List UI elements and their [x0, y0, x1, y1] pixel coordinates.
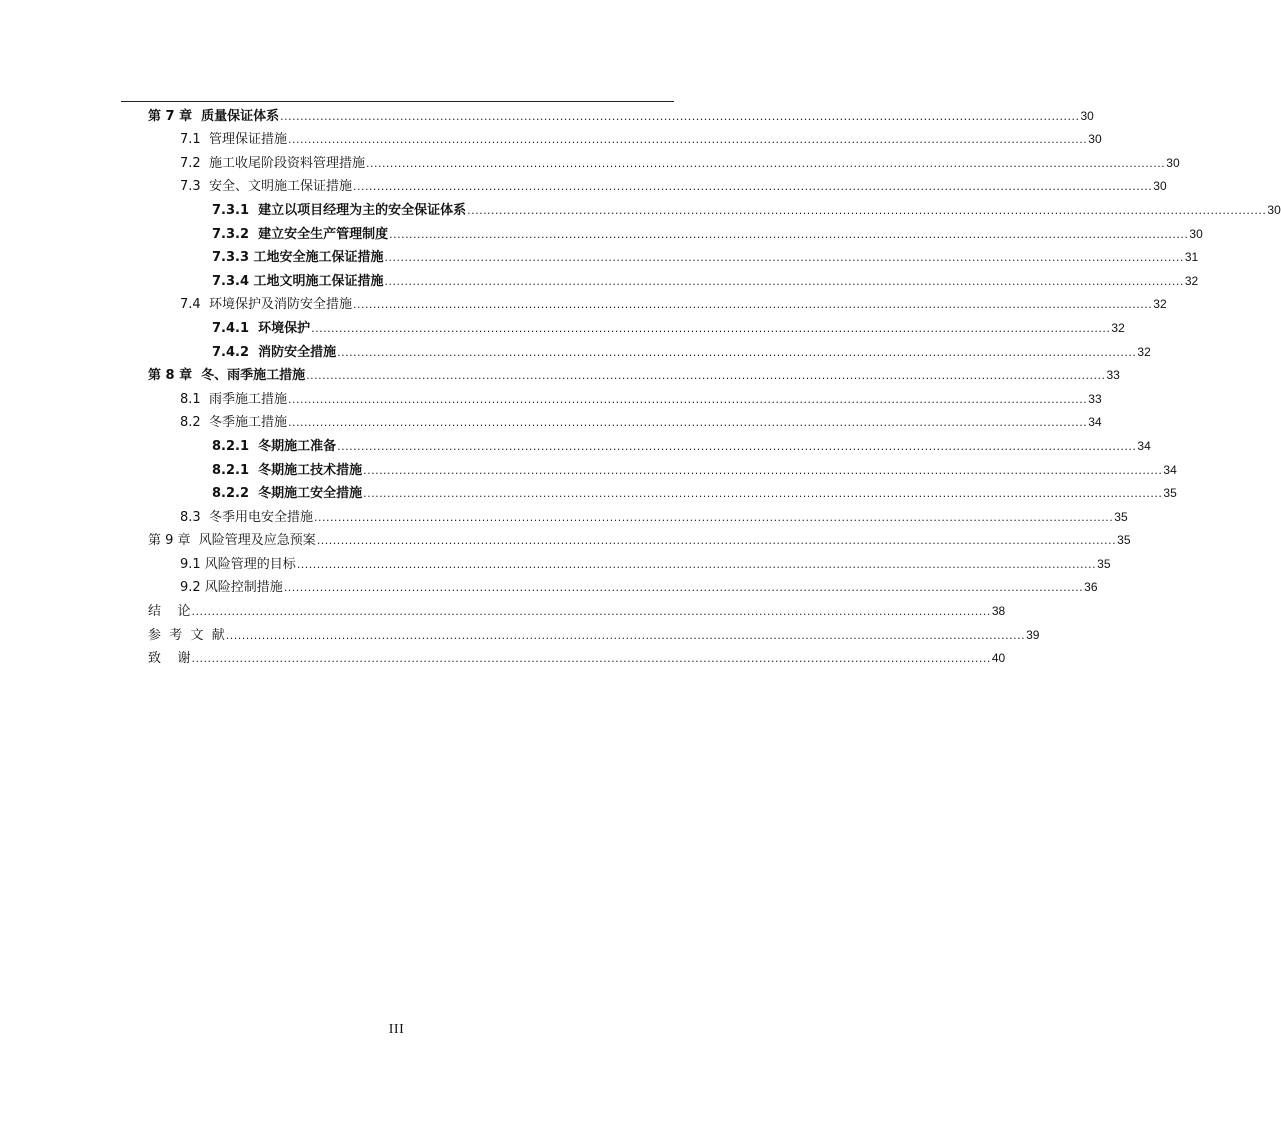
toc-dot-leader: ........................................................................................................................................................................................................ — [225, 628, 1026, 642]
toc-entry-title: 7.3.2 建立安全生产管理制度 — [212, 226, 389, 242]
toc-entry[interactable] — [148, 644, 1006, 668]
toc-entry-page: 30 — [1080, 108, 1094, 123]
toc-entry[interactable] — [148, 337, 1151, 361]
toc-entry-page: 31 — [1184, 250, 1199, 265]
toc-entry[interactable] — [148, 455, 1177, 479]
page-number: III — [388, 1022, 405, 1037]
toc-entry-title: 第 9 章 风险管理及应急预案 — [148, 533, 316, 549]
toc-entry-title: 7.1 管理保证措施 — [180, 132, 287, 148]
toc-dot-leader: ........................................................................................................................................................................................................ — [384, 274, 1184, 288]
toc-entry-page: 35 — [1163, 486, 1177, 501]
toc-entry[interactable] — [148, 313, 1125, 337]
toc-dot-leader: ........................................................................................................................................................................................................ — [296, 557, 1097, 571]
toc-dot-leader: ........................................................................................................................................................................................................ — [191, 652, 991, 666]
table-of-contents — [148, 101, 1281, 667]
toc-dot-leader: ........................................................................................................................................................................................................ — [287, 416, 1088, 430]
toc-entry-title: 8.2 冬季施工措施 — [180, 415, 287, 431]
toc-entry-page: 30 — [1189, 226, 1203, 241]
toc-entry-page: 34 — [1137, 438, 1151, 453]
toc-entry[interactable] — [148, 479, 1177, 503]
toc-dot-leader: ........................................................................................................................................................................................................ — [287, 133, 1088, 147]
toc-entry-title: 9.1 风险管理的目标 — [180, 556, 296, 572]
toc-entry-page: 32 — [1137, 344, 1151, 359]
toc-entry[interactable] — [148, 620, 1040, 644]
toc-dot-leader: ........................................................................................................................................................................................................ — [311, 321, 1111, 335]
toc-entry[interactable] — [148, 596, 1006, 620]
toc-dot-leader: ........................................................................................................................................................................................................ — [352, 180, 1153, 194]
toc-dot-leader: ........................................................................................................................................................................................................ — [467, 203, 1267, 217]
toc-dot-leader: ........................................................................................................................................................................................................ — [283, 581, 1084, 595]
toc-entry-page: 36 — [1084, 580, 1098, 595]
toc-entry-page: 33 — [1106, 368, 1120, 383]
toc-entry-page: 30 — [1267, 202, 1281, 217]
toc-dot-leader: ........................................................................................................................................................................................................ — [337, 439, 1137, 453]
toc-entry[interactable] — [148, 573, 1098, 597]
toc-dot-leader: ........................................................................................................................................................................................................ — [352, 298, 1153, 312]
toc-entry-page: 34 — [1163, 462, 1177, 477]
toc-entry[interactable] — [148, 549, 1111, 573]
toc-entry-title: 8.2.2 冬期施工安全措施 — [212, 486, 363, 502]
toc-entry-title: 致 谢 — [148, 651, 191, 667]
toc-entry-title: 第 7 章 质量保证体系 — [148, 108, 280, 124]
toc-entry-page: 35 — [1114, 509, 1128, 524]
toc-entry[interactable] — [148, 502, 1128, 526]
toc-entry-title: 第 8 章 冬、雨季施工措施 — [148, 368, 306, 384]
toc-entry-page: 38 — [991, 604, 1006, 619]
toc-entry-title: 7.4 环境保护及消防安全措施 — [180, 297, 352, 313]
toc-entry-page: 35 — [1117, 533, 1131, 548]
toc-dot-leader: ........................................................................................................................................................................................................ — [306, 369, 1106, 383]
toc-dot-leader: ........................................................................................................................................................................................................ — [280, 109, 1080, 123]
toc-dot-leader: ........................................................................................................................................................................................................ — [365, 156, 1166, 170]
toc-dot-leader: ........................................................................................................................................................................................................ — [363, 487, 1163, 501]
toc-entry[interactable] — [148, 148, 1180, 172]
toc-entry-title: 结 论 — [148, 604, 191, 620]
toc-entry-page: 34 — [1088, 415, 1102, 430]
toc-dot-leader: ........................................................................................................................................................................................................ — [389, 227, 1189, 241]
toc-entry-title: 7.4.1 环境保护 — [212, 320, 311, 336]
toc-entry-page: 32 — [1111, 320, 1125, 335]
toc-entry[interactable] — [148, 526, 1131, 550]
toc-entry-page: 32 — [1184, 273, 1199, 288]
toc-entry-page: 40 — [991, 651, 1006, 666]
toc-entry-title: 8.2.1 冬期施工技术措施 — [212, 462, 363, 478]
toc-dot-leader: ........................................................................................................................................................................................................ — [191, 605, 991, 619]
toc-dot-leader: ........................................................................................................................................................................................................ — [287, 392, 1088, 406]
toc-entry[interactable] — [148, 408, 1102, 432]
toc-entry[interactable] — [148, 195, 1281, 219]
toc-entry-page: 30 — [1166, 155, 1180, 170]
toc-entry-title: 7.2 施工收尾阶段资料管理措施 — [180, 155, 365, 171]
toc-entry[interactable] — [148, 361, 1120, 385]
toc-entry[interactable] — [148, 172, 1167, 196]
toc-dot-leader: ........................................................................................................................................................................................................ — [384, 251, 1184, 265]
toc-entry[interactable] — [148, 384, 1102, 408]
toc-entry-title: 7.3.4 工地文明施工保证措施 — [212, 273, 384, 289]
toc-entry-title: 7.4.2 消防安全措施 — [212, 344, 337, 360]
toc-entry[interactable] — [148, 243, 1199, 267]
toc-entry-page: 33 — [1088, 391, 1102, 406]
toc-entry-page: 30 — [1153, 179, 1167, 194]
toc-entry[interactable] — [148, 219, 1203, 243]
toc-dot-leader: ........................................................................................................................................................................................................ — [363, 463, 1163, 477]
toc-entry-page: 30 — [1088, 132, 1102, 147]
toc-entry-title: 8.3 冬季用电安全措施 — [180, 509, 313, 525]
toc-entry-title: 7.3.3 工地安全施工保证措施 — [212, 250, 384, 266]
toc-dot-leader: ........................................................................................................................................................................................................ — [316, 534, 1117, 548]
toc-entry-title: 8.1 雨季施工措施 — [180, 391, 287, 407]
toc-entry-page: 32 — [1153, 297, 1167, 312]
toc-entry-page: 35 — [1097, 556, 1111, 571]
toc-entry-title: 参 考 文 献 — [148, 627, 225, 643]
toc-entry-page: 39 — [1026, 627, 1040, 642]
toc-entry-title: 7.3.1 建立以项目经理为主的安全保证体系 — [212, 202, 467, 218]
toc-entry[interactable] — [148, 431, 1151, 455]
toc-dot-leader: ........................................................................................................................................................................................................ — [313, 510, 1114, 524]
toc-entry-title: 9.2 风险控制措施 — [180, 580, 283, 596]
toc-entry-title: 7.3 安全、文明施工保证措施 — [180, 179, 352, 195]
toc-entry[interactable] — [148, 266, 1199, 290]
toc-entry[interactable] — [148, 125, 1102, 149]
toc-dot-leader: ........................................................................................................................................................................................................ — [337, 345, 1137, 359]
toc-entry[interactable] — [148, 101, 1094, 125]
toc-entry-title: 8.2.1 冬期施工准备 — [212, 438, 337, 454]
toc-entry[interactable] — [148, 290, 1167, 314]
